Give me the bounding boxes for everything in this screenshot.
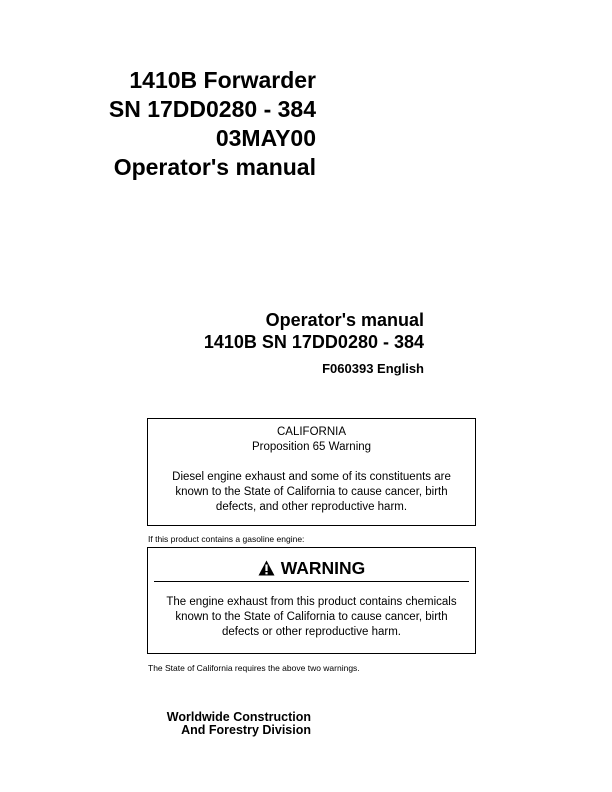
gasoline-warning-text: The engine exhaust from this product contains chemicals known to the State of California to cause cancer, birth defects or other reproductive harm. [166,596,457,638]
subtitle-model-serial: 1410B SN 17DD0280 - 384 [203,332,424,352]
subtitle-manual-type: Operator's manual [265,310,424,330]
title-manual-type: Operator's manual [113,154,316,180]
california-prop65-box [147,418,476,526]
division-line-2: And Forestry Division [181,723,311,737]
gasoline-engine-note: If this product contains a gasoline engine: [148,534,305,544]
proposition-65-heading: Proposition 65 Warning [251,441,372,453]
title-model: 1410B Forwarder [129,67,316,93]
california-heading: CALIFORNIA [276,426,346,438]
diesel-warning-text: Diesel engine exhaust and some of its constituents are known to the State of California to cause cancer, birth defects, and other reproductive harm. [172,471,451,513]
manual-subtitle-block [204,309,424,377]
warning-header [154,557,469,582]
gasoline-warning-box [147,547,476,654]
division-line-1: Worldwide Construction [166,710,311,724]
title-date: 03MAY00 [215,125,316,151]
spacer [148,455,475,470]
state-requirement-note: The State of California requires the above two warnings. [148,663,360,673]
manual-title-block [109,66,316,182]
title-serial-range: SN 17DD0280 - 384 [108,96,316,122]
warning-triangle-icon [258,560,275,576]
warning-heading: WARNING [280,558,366,578]
document-id: F060393 English [322,361,424,376]
division-name [167,711,311,737]
